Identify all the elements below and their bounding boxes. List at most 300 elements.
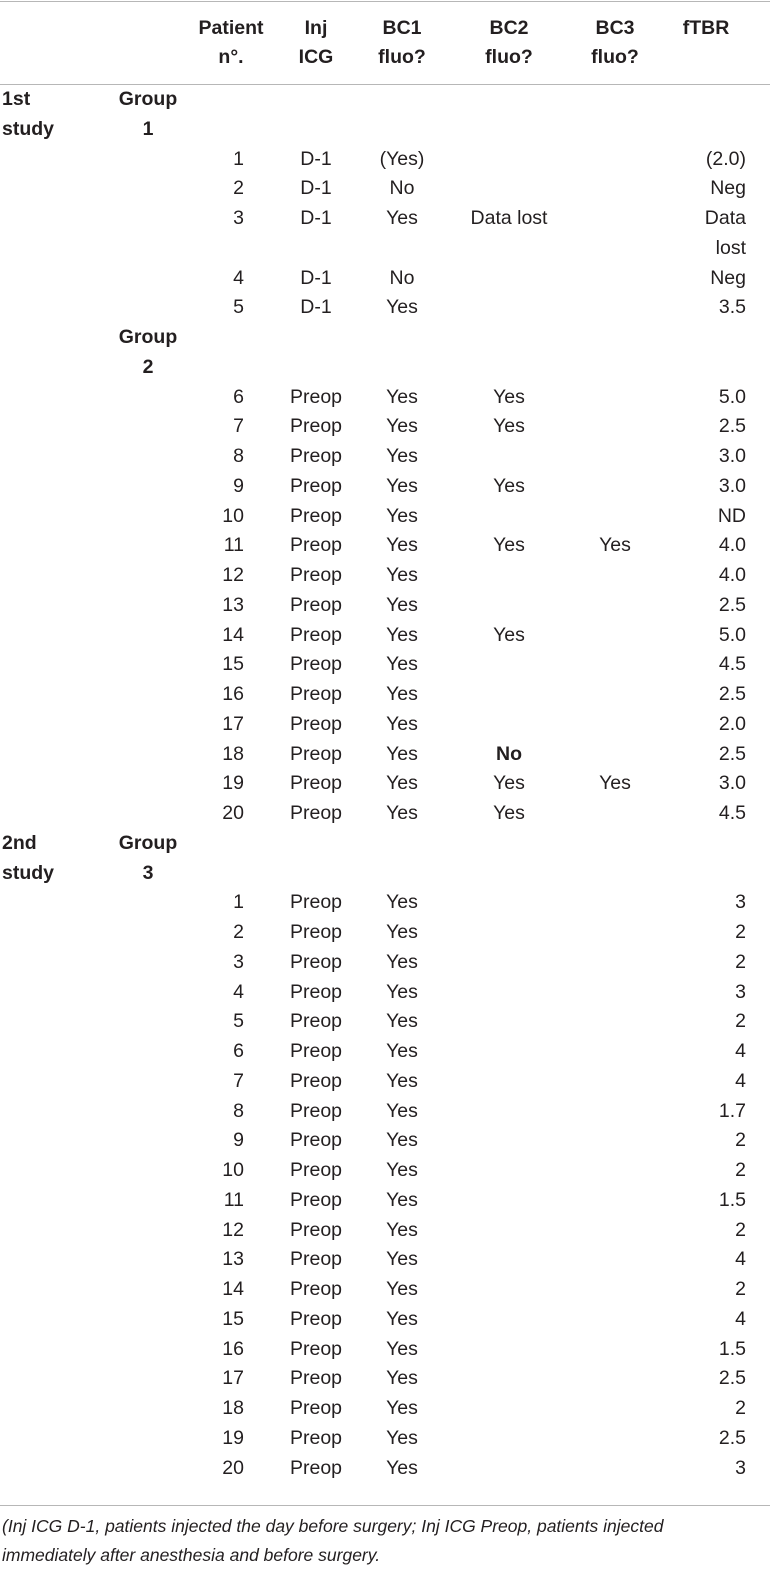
ftbr-value: 2.5 — [718, 1367, 746, 1390]
empty-cell — [108, 1364, 188, 1394]
bc2-value: Yes — [493, 772, 525, 795]
empty-cell — [0, 323, 108, 353]
bc3-value — [572, 1424, 658, 1454]
bc2-value — [446, 918, 572, 948]
patient-number: 3 — [233, 950, 244, 973]
inj-icg-value: Preop — [289, 1010, 343, 1033]
empty-cell — [446, 85, 572, 115]
empty-cell — [108, 769, 188, 799]
label-row — [0, 85, 770, 115]
bc3-value — [572, 948, 658, 978]
empty-cell — [0, 650, 108, 680]
inj-icg-value: Preop — [289, 802, 343, 824]
bc3-value — [572, 472, 658, 502]
bc2-value — [446, 1335, 572, 1365]
empty-cell — [572, 323, 658, 353]
empty-cell — [108, 1126, 188, 1156]
table-row — [0, 174, 770, 204]
bc1-value: Yes — [386, 1010, 418, 1033]
bc2-value — [446, 1454, 572, 1484]
bc1-value: Yes — [386, 1099, 418, 1122]
empty-cell — [0, 561, 108, 591]
bc1-value: Yes — [386, 1307, 418, 1330]
inj-icg-value: D-1 — [300, 296, 332, 319]
bc1-value: Yes — [386, 1159, 418, 1181]
empty-cell — [108, 799, 188, 829]
empty-cell — [108, 1335, 188, 1365]
ftbr-value: 4 — [735, 1069, 746, 1092]
study-label: study — [2, 117, 55, 140]
inj-icg-value: Preop — [289, 1040, 343, 1062]
patient-number: 6 — [233, 1040, 244, 1062]
inj-icg-value: Preop — [289, 1337, 343, 1360]
table-row — [0, 710, 770, 740]
bc2-value — [446, 591, 572, 621]
table-row — [0, 264, 770, 294]
bc1-value: No — [389, 266, 415, 289]
study-label: 2nd — [2, 831, 37, 854]
patient-number: 4 — [233, 980, 244, 1003]
empty-cell — [274, 829, 358, 859]
table-row — [0, 948, 770, 978]
empty-cell — [572, 353, 658, 383]
empty-cell — [0, 888, 108, 918]
header-study-line — [2, 43, 108, 72]
table-row — [0, 502, 770, 532]
ftbr-value: 5.0 — [718, 385, 746, 408]
bc3-value — [572, 383, 658, 413]
bc1-value: Yes — [386, 742, 418, 765]
table-row — [0, 769, 770, 799]
empty-cell — [108, 740, 188, 770]
bc1-value: Yes — [386, 653, 418, 676]
bc3-value — [572, 1097, 658, 1127]
ftbr-value: 1.5 — [718, 1188, 746, 1211]
bc2-value — [446, 1126, 572, 1156]
table-row — [0, 1186, 770, 1216]
bc1-value: Yes — [386, 593, 418, 616]
group-label: 2 — [142, 355, 154, 378]
bc2-value: Yes — [493, 474, 525, 497]
empty-cell — [0, 145, 108, 175]
patient-number: 13 — [222, 1248, 244, 1271]
patient-number: 12 — [222, 1218, 244, 1241]
empty-cell — [0, 1305, 108, 1335]
bc3-value — [572, 1156, 658, 1186]
bc1-value: Yes — [386, 1040, 418, 1062]
table-row — [0, 591, 770, 621]
bc2-value — [446, 650, 572, 680]
empty-cell — [108, 1275, 188, 1305]
ftbr-value: 2.5 — [718, 1426, 746, 1449]
table-row — [0, 888, 770, 918]
bc3-value — [572, 561, 658, 591]
header-patient-line: Patient — [198, 16, 264, 39]
table-row — [0, 293, 770, 323]
bc1-value: Yes — [386, 980, 418, 1003]
inj-icg-value: Preop — [289, 1307, 343, 1330]
empty-cell — [0, 1067, 108, 1097]
bc3-value: Yes — [599, 534, 631, 557]
bc2-value — [446, 1067, 572, 1097]
ftbr-value: 2 — [735, 1159, 746, 1181]
inj-icg-value: Preop — [289, 712, 343, 735]
patient-number: 7 — [233, 415, 244, 438]
table-row — [0, 1156, 770, 1186]
empty-cell — [0, 204, 108, 264]
empty-cell — [108, 1216, 188, 1246]
patient-number: 19 — [222, 772, 244, 795]
inj-icg-value: D-1 — [300, 177, 332, 200]
table-row — [0, 1335, 770, 1365]
bc2-value — [446, 1394, 572, 1424]
header-bc1-line: BC1 — [382, 16, 422, 39]
empty-cell — [188, 323, 274, 353]
group-label: 3 — [142, 861, 154, 884]
bc3-value — [572, 1364, 658, 1394]
ftbr-value: 4 — [735, 1248, 746, 1271]
empty-cell — [0, 621, 108, 651]
bc3-value — [572, 174, 658, 204]
bc2-value — [446, 1364, 572, 1394]
inj-icg-value: D-1 — [300, 207, 332, 229]
patient-number: 14 — [222, 623, 244, 646]
empty-cell — [0, 174, 108, 204]
bc2-value — [446, 1186, 572, 1216]
empty-cell — [0, 412, 108, 442]
label-row — [0, 115, 770, 145]
table-row — [0, 1454, 770, 1484]
empty-cell — [572, 115, 658, 145]
bc3-value — [572, 1454, 658, 1484]
table-row — [0, 680, 770, 710]
empty-cell — [108, 472, 188, 502]
inj-icg-value: Preop — [289, 891, 343, 914]
header-inj-icg-line: Inj — [304, 16, 328, 39]
inj-icg-value: Preop — [289, 1248, 343, 1271]
patient-number: 20 — [222, 802, 244, 824]
empty-cell — [0, 1037, 108, 1067]
patient-number: 15 — [222, 1307, 244, 1330]
patient-number: 10 — [222, 1159, 244, 1181]
empty-cell — [108, 561, 188, 591]
empty-cell — [446, 829, 572, 859]
empty-cell — [446, 115, 572, 145]
empty-cell — [0, 353, 108, 383]
patient-number: 5 — [233, 296, 244, 319]
table-row — [0, 1067, 770, 1097]
table-row — [0, 1394, 770, 1424]
empty-cell — [0, 1097, 108, 1127]
inj-icg-value: Preop — [289, 742, 343, 765]
empty-cell — [274, 353, 358, 383]
empty-cell — [0, 502, 108, 532]
ftbr-value: 4 — [735, 1307, 746, 1330]
empty-cell — [0, 591, 108, 621]
table-row — [0, 1007, 770, 1037]
header-bc2-line: BC2 — [489, 16, 529, 39]
bc1-value: Yes — [386, 712, 418, 735]
empty-cell — [0, 442, 108, 472]
table-row — [0, 1275, 770, 1305]
ftbr-value: 2 — [735, 1397, 746, 1419]
empty-cell — [0, 978, 108, 1008]
bc1-value: Yes — [386, 564, 418, 586]
bc1-value: Yes — [386, 445, 418, 467]
bc2-value — [446, 561, 572, 591]
patient-number: 11 — [223, 534, 244, 557]
ftbr-value: 2 — [735, 921, 746, 943]
footnote-line-1: (Inj ICG D-1, patients injected the day before surgery; Inj ICG Preop, patients injected — [2, 1516, 664, 1536]
header-group-line — [108, 43, 188, 72]
empty-cell — [108, 650, 188, 680]
table-header — [0, 0, 770, 85]
bc1-value: Yes — [386, 623, 418, 646]
table-row — [0, 145, 770, 175]
table-footnote — [2, 1512, 772, 1570]
ftbr-value: 2 — [735, 1218, 746, 1241]
bc2-value — [446, 145, 572, 175]
bc1-value: Yes — [386, 207, 418, 229]
empty-cell — [358, 829, 446, 859]
inj-icg-value: Preop — [289, 1426, 343, 1449]
patient-number: 19 — [222, 1426, 244, 1449]
empty-cell — [108, 621, 188, 651]
header-ftbr-line — [658, 43, 754, 72]
empty-cell — [446, 353, 572, 383]
empty-cell — [108, 1424, 188, 1454]
empty-cell — [108, 1007, 188, 1037]
bc1-value: Yes — [386, 802, 418, 824]
table-row — [0, 531, 770, 561]
bc3-value — [572, 1067, 658, 1097]
footnote-line-2: immediately after anesthesia and before surgery. — [2, 1545, 381, 1565]
inj-icg-value: Preop — [289, 1397, 343, 1419]
empty-cell — [0, 710, 108, 740]
table-row — [0, 1126, 770, 1156]
ftbr-value: 2 — [735, 1278, 746, 1300]
table-row — [0, 740, 770, 770]
inj-icg-value: D-1 — [300, 266, 332, 289]
empty-cell — [108, 293, 188, 323]
bc1-value: Yes — [386, 1069, 418, 1092]
bc3-value — [572, 591, 658, 621]
inj-icg-value: Preop — [289, 772, 343, 795]
bc1-value: Yes — [386, 1278, 418, 1300]
empty-cell — [0, 918, 108, 948]
empty-cell — [188, 829, 274, 859]
bc2-value — [446, 888, 572, 918]
header-ftbr — [658, 0, 770, 85]
ftbr-value: 2.5 — [718, 683, 746, 705]
bc3-value — [572, 204, 658, 264]
bc3-value — [572, 799, 658, 829]
inj-icg-value: D-1 — [300, 147, 332, 170]
empty-cell — [0, 293, 108, 323]
table-row — [0, 472, 770, 502]
empty-cell — [108, 204, 188, 264]
empty-cell — [0, 799, 108, 829]
bc2-value: Yes — [493, 623, 525, 646]
inj-icg-value: Preop — [289, 534, 343, 557]
bc3-value — [572, 145, 658, 175]
empty-cell — [358, 353, 446, 383]
empty-cell — [0, 264, 108, 294]
ftbr-value: 3.0 — [718, 445, 746, 467]
empty-cell — [274, 859, 358, 889]
empty-cell — [0, 383, 108, 413]
inj-icg-value: Preop — [289, 564, 343, 586]
table-row — [0, 621, 770, 651]
bc3-value — [572, 918, 658, 948]
bc1-value: Yes — [386, 385, 418, 408]
bc1-value: Yes — [386, 1248, 418, 1271]
bc1-value: (Yes) — [379, 147, 425, 170]
empty-cell — [658, 85, 770, 115]
label-row — [0, 829, 770, 859]
bc1-value: Yes — [386, 683, 418, 705]
bc2-value — [446, 1156, 572, 1186]
inj-icg-value: Preop — [289, 445, 343, 467]
bottom-rule — [0, 1505, 770, 1506]
table-row — [0, 1364, 770, 1394]
inj-icg-value: Preop — [289, 683, 343, 705]
empty-cell — [188, 859, 274, 889]
patient-number: 16 — [222, 683, 244, 705]
empty-cell — [0, 531, 108, 561]
empty-cell — [0, 1126, 108, 1156]
patient-number: 9 — [233, 1129, 244, 1152]
inj-icg-value: Preop — [289, 474, 343, 497]
header-bc2 — [446, 0, 572, 85]
group-label: Group — [118, 831, 178, 854]
table-row — [0, 1097, 770, 1127]
empty-cell — [358, 115, 446, 145]
table-row — [0, 1424, 770, 1454]
empty-cell — [188, 115, 274, 145]
header-study — [0, 0, 108, 85]
bc1-value: No — [389, 177, 415, 200]
empty-cell — [0, 1007, 108, 1037]
header-patient-line: n°. — [218, 45, 244, 68]
bc2-value — [446, 680, 572, 710]
bc3-value — [572, 1305, 658, 1335]
inj-icg-value: Preop — [289, 1188, 343, 1211]
bc2-value: Data lost — [470, 207, 548, 229]
header-study-line — [2, 14, 108, 43]
empty-cell — [108, 1394, 188, 1424]
patient-number: 10 — [222, 504, 244, 527]
empty-cell — [108, 1037, 188, 1067]
inj-icg-value: Preop — [289, 1129, 343, 1152]
table-row — [0, 412, 770, 442]
empty-cell — [108, 264, 188, 294]
bc2-value: Yes — [493, 385, 525, 408]
patient-number: 4 — [233, 266, 244, 289]
empty-cell — [0, 1364, 108, 1394]
table-row — [0, 1245, 770, 1275]
ftbr-value: 2.5 — [718, 742, 746, 765]
empty-cell — [108, 1156, 188, 1186]
bc3-value — [572, 621, 658, 651]
empty-cell — [658, 323, 770, 353]
table-row — [0, 1305, 770, 1335]
ftbr-value: 4.5 — [718, 802, 746, 824]
empty-cell — [658, 353, 770, 383]
empty-cell — [108, 174, 188, 204]
bc2-value — [446, 1216, 572, 1246]
bc3-value — [572, 888, 658, 918]
patient-number: 18 — [222, 742, 244, 765]
header-ftbr-line: fTBR — [682, 16, 730, 39]
ftbr-value: 1.7 — [718, 1099, 746, 1122]
ftbr-value: 2.5 — [718, 415, 746, 438]
patient-number: 18 — [222, 1397, 244, 1419]
label-row — [0, 323, 770, 353]
patient-number: 15 — [222, 653, 244, 676]
inj-icg-value: Preop — [289, 504, 343, 527]
header-inj-icg — [274, 0, 358, 85]
header-inj-icg-line: ICG — [298, 45, 334, 68]
empty-cell — [188, 85, 274, 115]
ftbr-value: Neg — [710, 177, 746, 200]
bc1-value: Yes — [386, 772, 418, 795]
patient-number: 9 — [233, 474, 244, 497]
ftbr-value: 3.5 — [718, 296, 746, 319]
empty-cell — [0, 1454, 108, 1484]
patient-number: 14 — [222, 1278, 244, 1300]
ftbr-value: (2.0) — [705, 147, 746, 170]
ftbr-value: ND — [717, 504, 746, 527]
bc2-value — [446, 1245, 572, 1275]
bc3-value — [572, 1037, 658, 1067]
group-label: Group — [118, 88, 178, 110]
patient-number: 13 — [222, 593, 244, 616]
table-row — [0, 561, 770, 591]
ftbr-value: 2.0 — [718, 712, 746, 735]
empty-cell — [0, 680, 108, 710]
patient-number: 1 — [233, 891, 244, 914]
empty-cell — [108, 591, 188, 621]
bc3-value — [572, 1007, 658, 1037]
empty-cell — [0, 769, 108, 799]
empty-cell — [0, 948, 108, 978]
empty-cell — [572, 829, 658, 859]
bc1-value: Yes — [386, 1426, 418, 1449]
bc2-value — [446, 1097, 572, 1127]
patient-number: 20 — [222, 1456, 244, 1479]
ftbr-value — [658, 204, 770, 264]
empty-cell — [108, 1305, 188, 1335]
bc1-value: Yes — [386, 891, 418, 914]
bc1-value: Yes — [386, 1218, 418, 1241]
bc3-value — [572, 978, 658, 1008]
bc3-value — [572, 650, 658, 680]
header-bc1 — [358, 0, 446, 85]
bc2-value: Yes — [493, 534, 525, 557]
patient-number: 17 — [222, 1367, 244, 1390]
ftbr-value: 2.5 — [718, 593, 746, 616]
table-row — [0, 1037, 770, 1067]
inj-icg-value: Preop — [289, 950, 343, 973]
header-bc3 — [572, 0, 658, 85]
header-bc2-line: fluo? — [485, 45, 533, 68]
empty-cell — [0, 1335, 108, 1365]
bc2-value — [446, 264, 572, 294]
empty-cell — [108, 145, 188, 175]
bc2-value — [446, 442, 572, 472]
inj-icg-value: Preop — [289, 623, 343, 646]
